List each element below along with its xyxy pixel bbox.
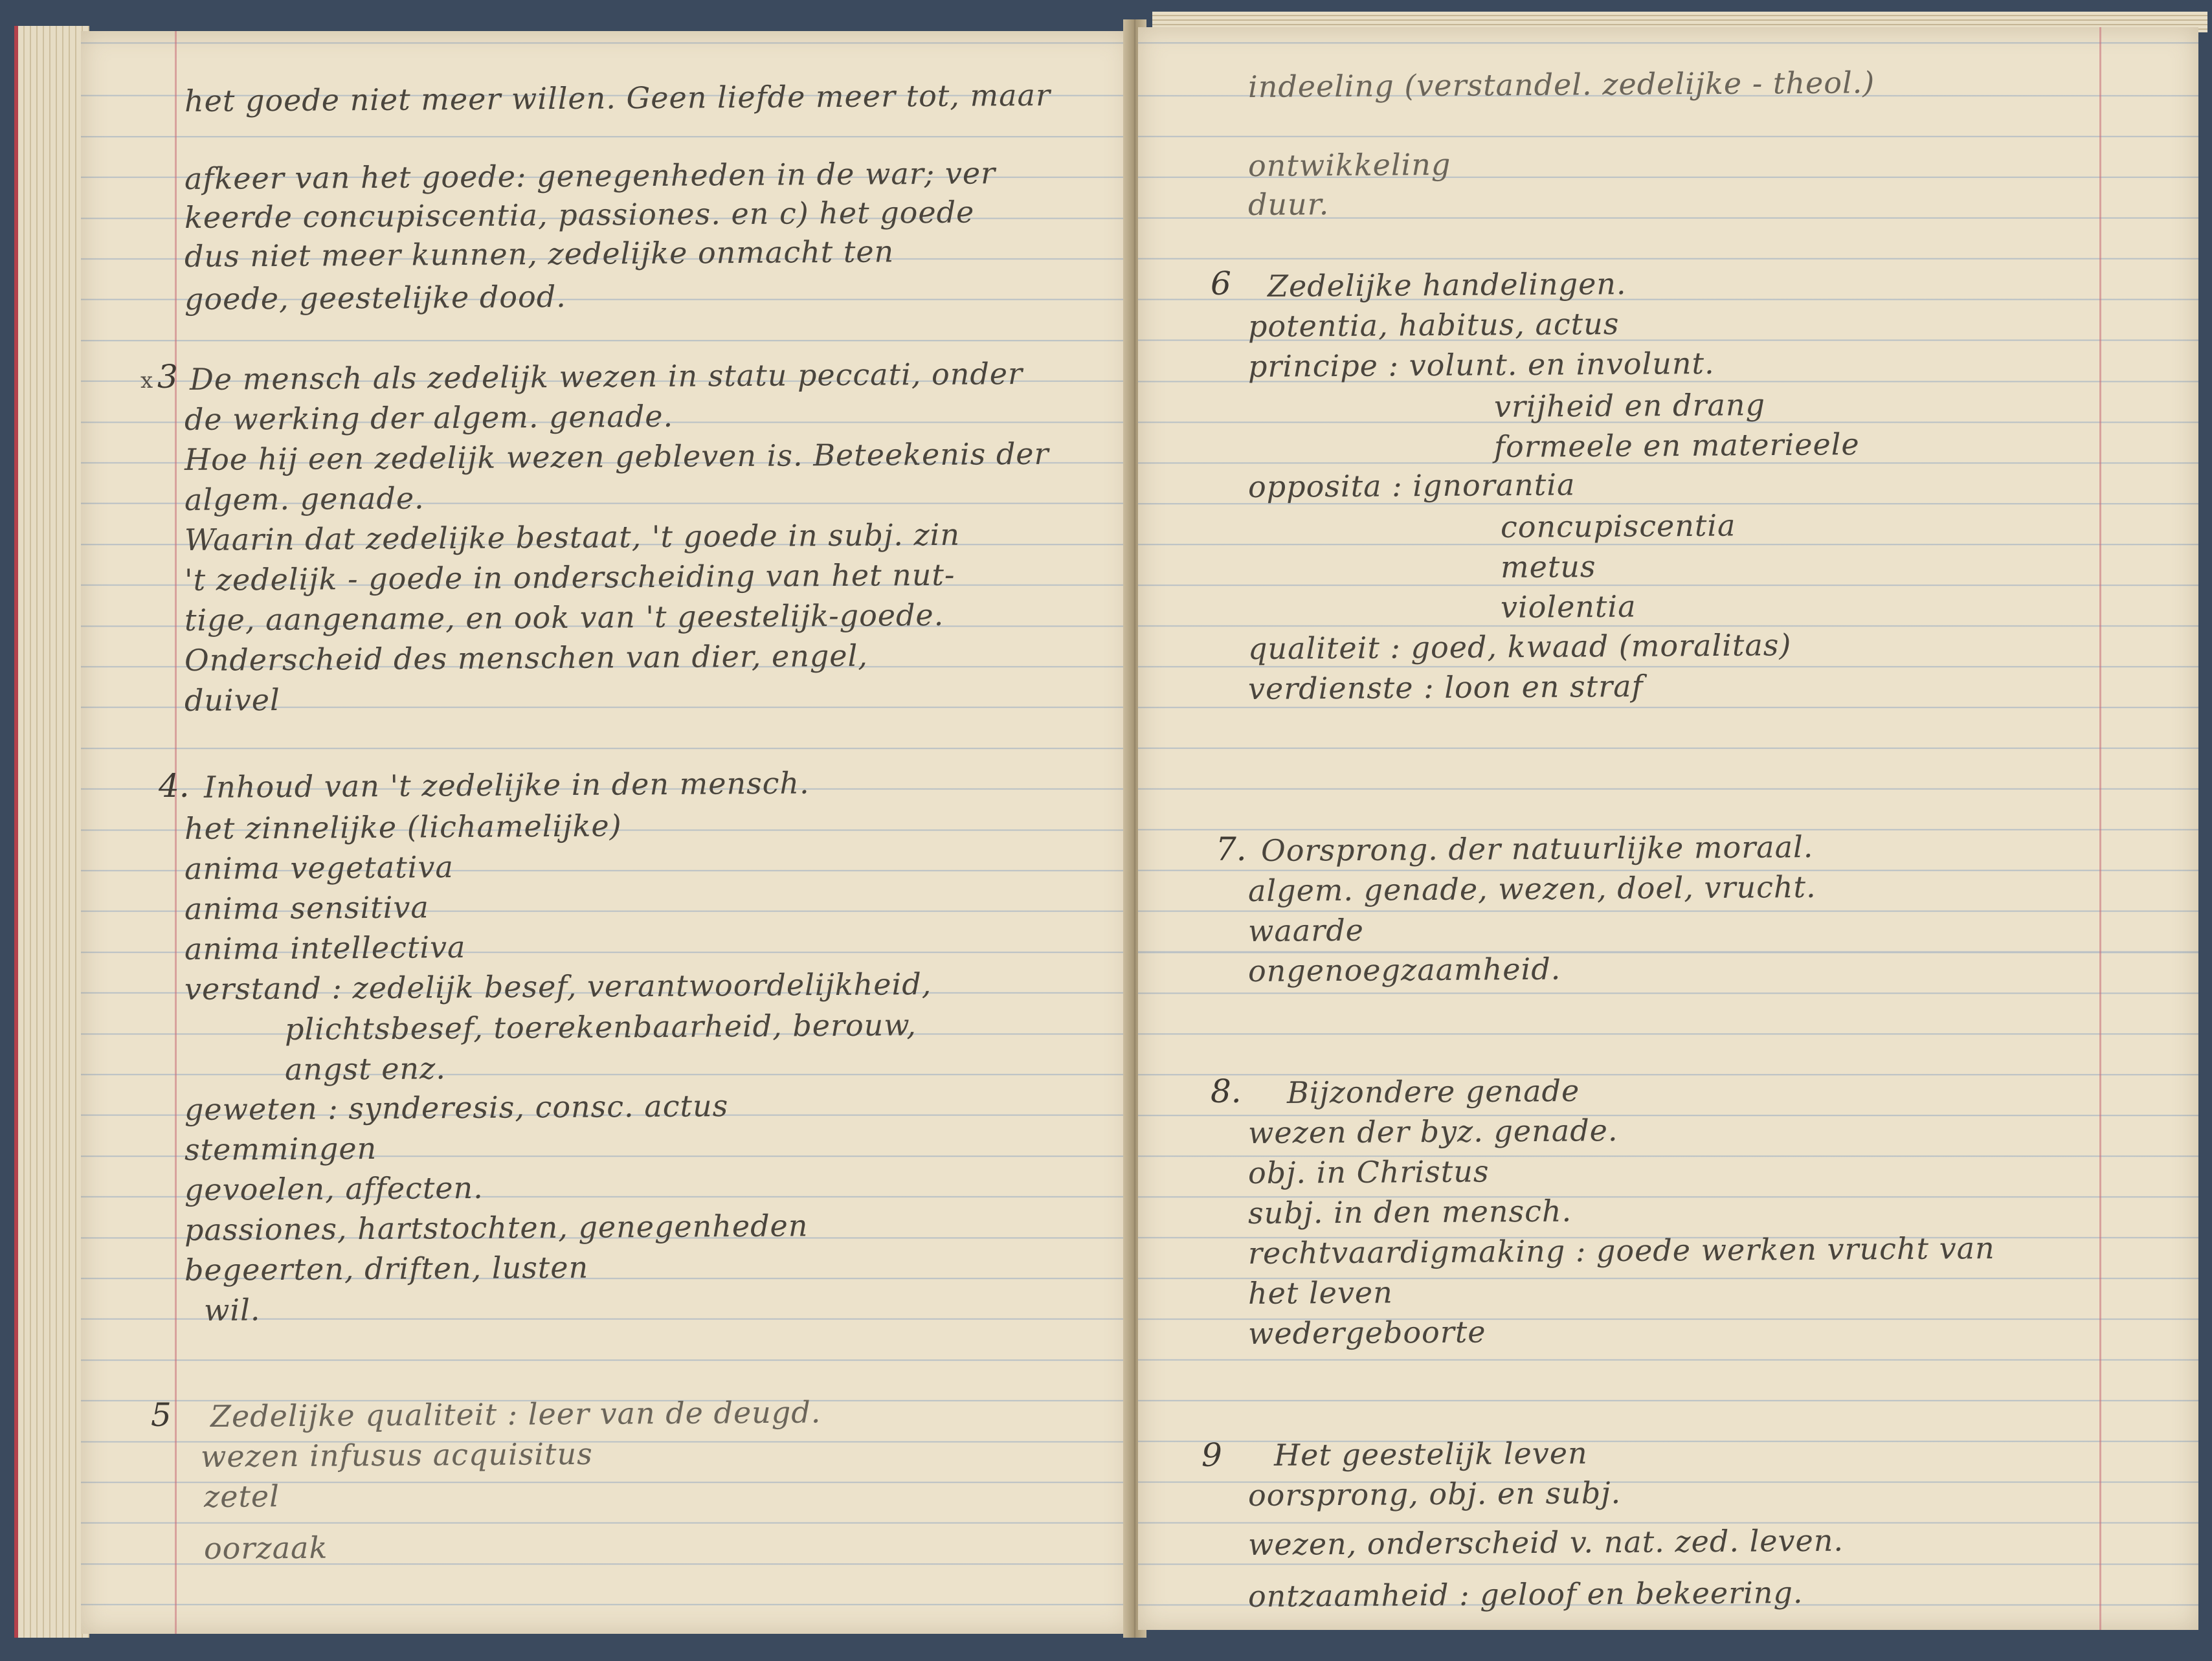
text-line: wezen infusus acquisitus bbox=[200, 1436, 593, 1474]
text-line: keerde concupiscentia, passiones. en c) het goede bbox=[184, 194, 975, 235]
text-line: ontwikkeling bbox=[1247, 146, 1451, 183]
section-heading: Inhoud van 't zedelijke in den mensch. bbox=[203, 765, 810, 805]
text-line: verstand : zedelijk besef, verantwoordelijkheid, bbox=[184, 966, 932, 1007]
text-line: metus bbox=[1500, 548, 1596, 585]
section-heading: Oorsprong. der natuurlijke moraal. bbox=[1260, 829, 1814, 868]
text-line: violentia bbox=[1500, 588, 1637, 625]
section-heading: Zedelijke qualiteit : leer van de deugd. bbox=[210, 1394, 821, 1434]
text-line: oorzaak bbox=[203, 1530, 328, 1566]
text-line: wil. bbox=[203, 1292, 261, 1328]
text-line: obj. in Christus bbox=[1247, 1154, 1490, 1190]
text-line: Onderscheid des menschen van dier, engel, bbox=[184, 638, 869, 678]
section-number: 8. bbox=[1211, 1073, 1242, 1110]
text-line: gevoelen, affecten. bbox=[184, 1170, 484, 1207]
text-line: goede, geestelijke dood. bbox=[184, 278, 566, 317]
margin-rule bbox=[175, 31, 177, 1634]
section-heading: Zedelijke handelingen. bbox=[1267, 266, 1627, 304]
text-line: anima intellectiva bbox=[184, 929, 466, 966]
text-line: waarde bbox=[1247, 912, 1365, 948]
text-line: subj. in den mensch. bbox=[1247, 1193, 1572, 1231]
text-line: opposita : ignorantia bbox=[1247, 467, 1576, 504]
section-number: 5 bbox=[151, 1396, 172, 1434]
text-line: zetel bbox=[203, 1478, 280, 1514]
text-line: anima sensitiva bbox=[184, 889, 429, 926]
section-number: 4. bbox=[159, 767, 190, 805]
text-line: Hoe hij een zedelijk wezen gebleven is. Beteekenis der bbox=[184, 436, 1049, 477]
text-line: indeeling (verstandel. zedelijke - theol.) bbox=[1247, 65, 1875, 104]
text-line: begeerten, driften, lusten bbox=[184, 1249, 589, 1288]
margin-rule bbox=[2099, 27, 2101, 1630]
section-heading: Het geestelijk leven bbox=[1273, 1435, 1588, 1473]
text-line: passiones, hartstochten, genegenheden bbox=[184, 1208, 809, 1247]
text-line: algem. genade, wezen, doel, vrucht. bbox=[1247, 869, 1816, 908]
section-number: 3 bbox=[157, 358, 178, 396]
section-heading: De mensch als zedelijk wezen in statu peccati, onder bbox=[189, 356, 1023, 397]
text-line: het zinnelijke (lichamelijke) bbox=[184, 808, 622, 846]
text-line: qualiteit : goed, kwaad (moralitas) bbox=[1247, 627, 1792, 666]
text-line: 't zedelijk - goede in onderscheiding van het nut- bbox=[184, 557, 955, 597]
page-edges-left bbox=[14, 26, 89, 1638]
text-line: het leven bbox=[1247, 1275, 1393, 1311]
text-line: duur. bbox=[1247, 186, 1330, 222]
section-heading: Bijzondere genade bbox=[1286, 1073, 1580, 1110]
text-line: het goede niet meer willen. Geen liefde meer tot, maar bbox=[184, 77, 1051, 118]
text-line: dus niet meer kunnen, zedelijke onmacht ten bbox=[184, 234, 895, 274]
text-line: rechtvaardigmaking : goede werken vrucht van bbox=[1247, 1230, 1995, 1271]
text-line: oorsprong, obj. en subj. bbox=[1247, 1475, 1622, 1513]
text-line: plichtsbesef, toerekenbaarheid, berouw, bbox=[284, 1007, 917, 1047]
section-number: 7. bbox=[1216, 830, 1247, 868]
section-number: 9 bbox=[1201, 1436, 1222, 1474]
text-line: angst enz. bbox=[284, 1051, 447, 1087]
right-page bbox=[1138, 27, 2198, 1630]
text-line: formeele en materieele bbox=[1493, 427, 1860, 464]
text-line: wezen der byz. genade. bbox=[1247, 1113, 1618, 1150]
text-line: anima vegetativa bbox=[184, 849, 454, 886]
text-line: principe : volunt. en involunt. bbox=[1247, 345, 1715, 384]
text-line: potentia, habitus, actus bbox=[1247, 306, 1620, 344]
text-line: concupiscentia bbox=[1500, 507, 1736, 544]
text-line: ontzaamheid : geloof en bekeering. bbox=[1247, 1575, 1804, 1614]
text-line: duivel bbox=[184, 682, 280, 718]
text-line: ongenoegzaamheid. bbox=[1247, 951, 1561, 988]
left-page bbox=[81, 31, 1131, 1634]
text-line: algem. genade. bbox=[184, 480, 425, 517]
text-line: stemmingen bbox=[184, 1130, 377, 1167]
text-line: tige, aangename, en ook van 't geestelijk-goede. bbox=[184, 597, 944, 638]
text-line: afkeer van het goede: genegenheden in de war; ver bbox=[184, 155, 996, 196]
text-line: wezen, onderscheid v. nat. zed. leven. bbox=[1247, 1522, 1844, 1562]
section-number: 6 bbox=[1211, 265, 1231, 302]
text-line: verdienste : loon en straf bbox=[1247, 668, 1644, 706]
text-line: geweten : synderesis, consc. actus bbox=[184, 1088, 729, 1127]
text-line: de werking der algem. genade. bbox=[184, 398, 674, 437]
check-mark: x bbox=[140, 368, 153, 394]
text-line: Waarin dat zedelijke bestaat, 't goede in subj. zin bbox=[184, 517, 961, 557]
text-line: wedergeboorte bbox=[1247, 1314, 1486, 1351]
text-line: vrijheid en drang bbox=[1493, 387, 1766, 424]
